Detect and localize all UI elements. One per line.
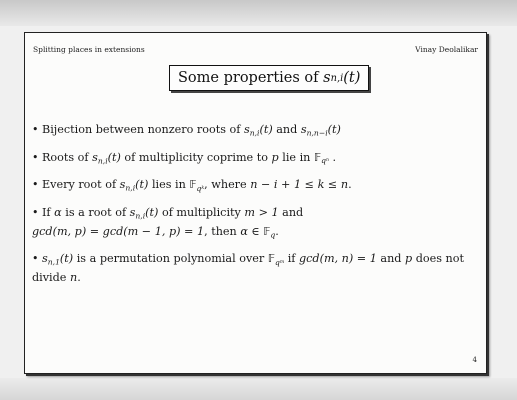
math-sub: n,1	[47, 257, 60, 267]
scan-top-margin	[0, 0, 517, 26]
bullet-item	[32, 177, 482, 196]
text: of multiplicity coprime to	[120, 150, 272, 164]
bullet-dot: •	[32, 123, 39, 136]
title-func: s	[323, 70, 331, 86]
math-sub: n,n−i	[306, 128, 328, 138]
math: (t)	[59, 252, 74, 266]
text: is a permutation polynomial over	[73, 252, 268, 266]
math-sub: n,i	[97, 156, 108, 166]
math: s	[243, 123, 250, 136]
math: (t)	[135, 178, 149, 192]
text: If	[42, 205, 55, 219]
field-symbol: 𝔽	[313, 150, 322, 164]
text: Bijection between nonzero roots of	[42, 123, 244, 136]
text: of multiplicity	[158, 205, 245, 219]
math: n − i + 1 ≤ k ≤ n	[250, 178, 349, 192]
text: lies in	[148, 178, 190, 192]
text: .	[275, 224, 279, 238]
math: s	[92, 150, 98, 164]
bullet-dot: •	[32, 205, 39, 219]
math-sub: q	[321, 156, 326, 166]
math-sub: q	[270, 230, 276, 240]
math: (t)	[259, 123, 273, 136]
math-sub	[321, 156, 329, 165]
title-text: Some properties of	[178, 70, 319, 86]
math-sub: n,i	[249, 128, 260, 138]
bullet-item	[32, 122, 482, 141]
math-sub	[275, 258, 284, 267]
text: Roots of	[42, 150, 93, 164]
header-left: Splitting places in extensions	[33, 45, 145, 54]
scan-bottom-margin	[0, 378, 517, 400]
field-symbol: 𝔽	[263, 224, 271, 238]
math-sup: k	[201, 185, 205, 191]
math: m > 1	[244, 205, 279, 219]
math: (t)	[107, 150, 121, 164]
math: gcd(m, n) = 1	[299, 252, 377, 266]
text: , where	[204, 178, 251, 192]
math-sub: n,i	[125, 183, 136, 193]
text: , then	[204, 224, 241, 238]
header-right: Vinay Deolalikar	[415, 45, 478, 54]
math: s	[42, 252, 48, 266]
bullet-dot: •	[32, 178, 39, 192]
field-symbol: 𝔽	[267, 252, 275, 266]
bullet-dot: •	[32, 252, 39, 266]
slide	[24, 32, 487, 374]
math: (t)	[145, 205, 159, 219]
bullet-dot: •	[32, 150, 39, 164]
text: Every root of	[42, 178, 120, 192]
math: n	[69, 270, 78, 284]
math: α ∈	[240, 224, 264, 238]
math-sub: q	[196, 183, 202, 193]
math-sup: m	[279, 259, 285, 265]
text: .	[328, 150, 337, 164]
bullet-list	[32, 122, 482, 294]
math: (t)	[327, 123, 341, 136]
math: p	[405, 252, 413, 266]
math-sub: n,i	[135, 211, 146, 221]
field-symbol: 𝔽	[189, 178, 197, 192]
text: .	[348, 178, 352, 192]
page-number: 4	[472, 356, 477, 364]
text: and	[376, 252, 406, 266]
text: and	[278, 205, 304, 219]
bullet-item	[32, 205, 482, 242]
text: is a root of	[61, 205, 130, 219]
math: p	[271, 150, 279, 164]
math-sup: n	[325, 158, 329, 164]
math: gcd(m, p) = gcd(m − 1, p) = 1	[32, 224, 205, 238]
title-sub: n,i	[330, 72, 344, 84]
math-sub: q	[274, 257, 280, 267]
text: does not divide	[32, 252, 464, 284]
bullet-item	[32, 150, 482, 169]
slide-title	[169, 65, 369, 91]
title-arg: (t)	[343, 70, 361, 86]
text: lie in	[278, 150, 314, 164]
bullet-item	[32, 251, 482, 285]
text: .	[77, 270, 81, 284]
text: if	[284, 252, 299, 266]
math: s	[119, 178, 126, 192]
math: s	[300, 123, 307, 136]
text: and	[272, 123, 301, 136]
math: s	[129, 205, 136, 219]
math: α	[54, 205, 62, 219]
